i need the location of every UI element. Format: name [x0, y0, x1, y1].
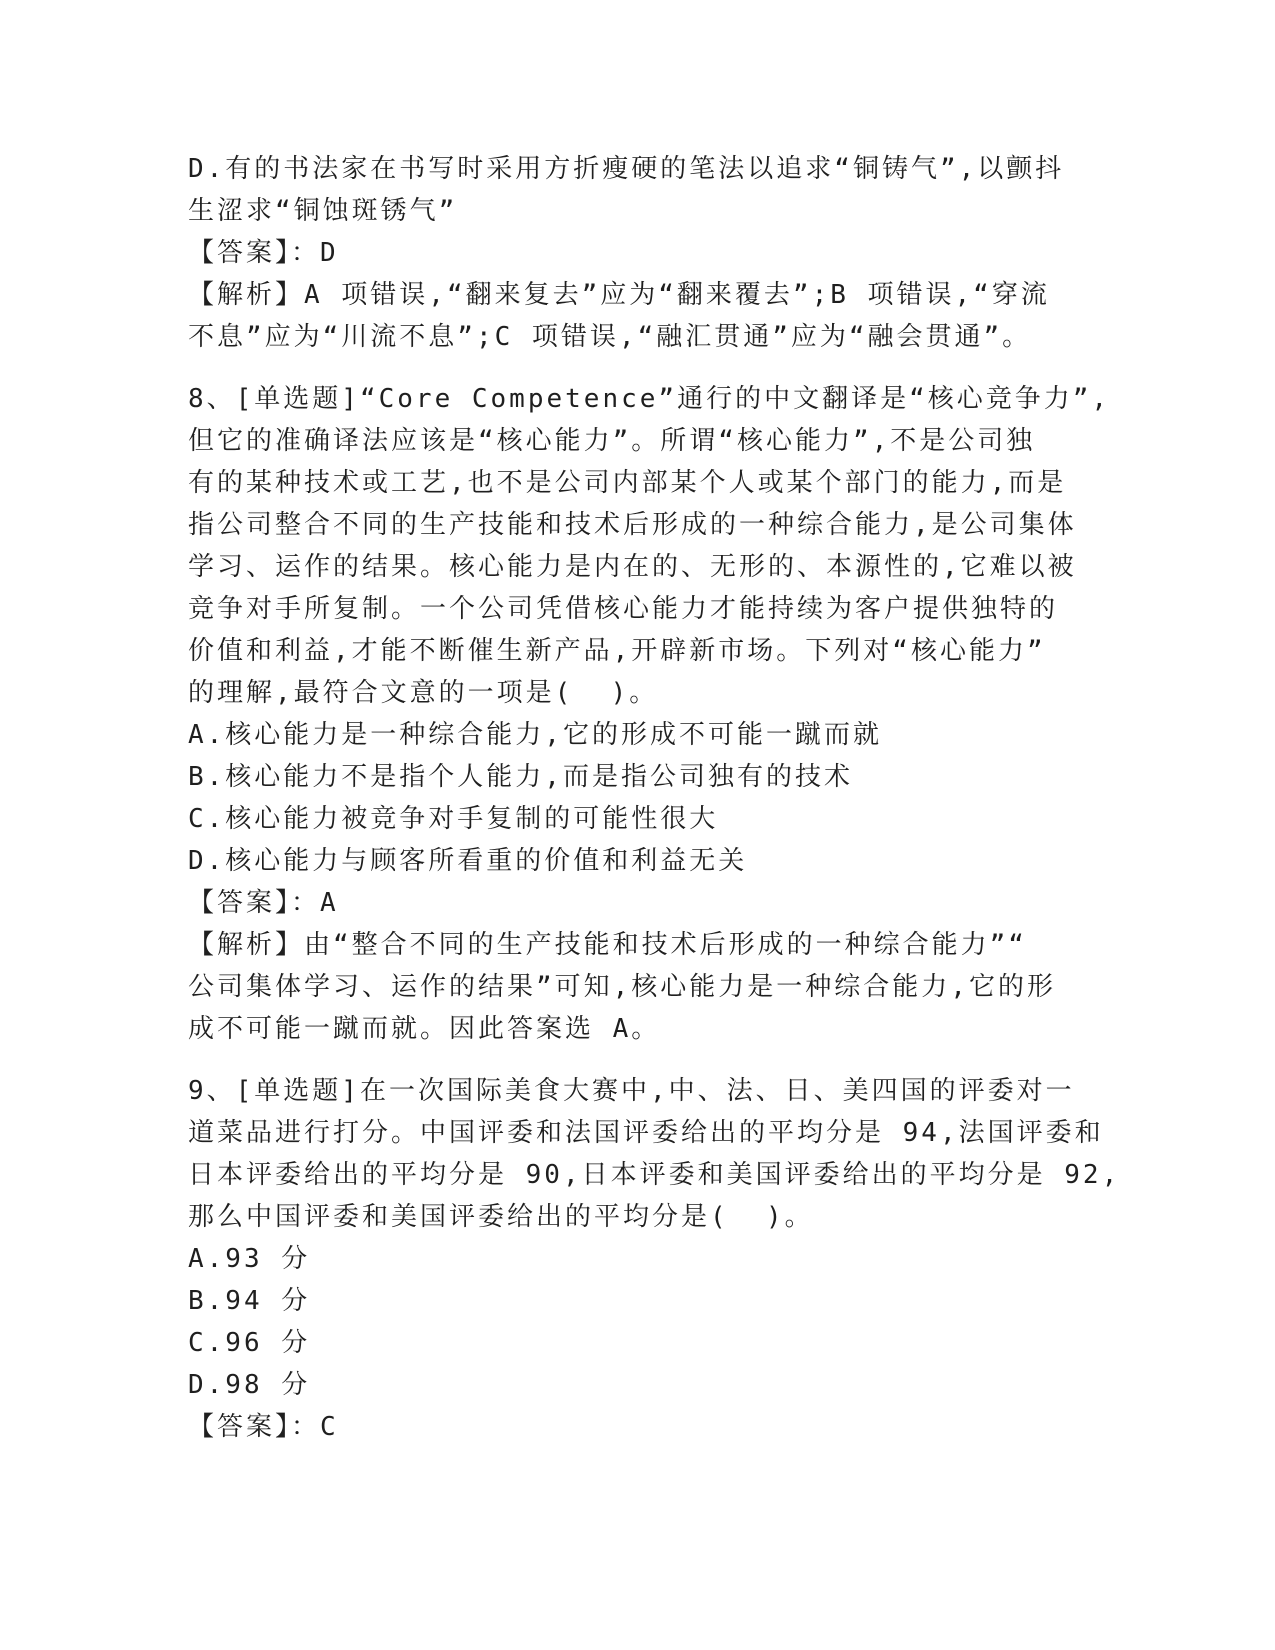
q7-explanation-line-1: 【解析】A 项错误,“翻来复去”应为“翻来覆去”;B 项错误,“穿流 [188, 280, 1050, 310]
q8-stem-line-1: 8、[单选题]“Core Competence”通行的中文翻译是“核心竞争力”, [188, 384, 1111, 414]
q9-option-d: D.98 分 [188, 1370, 311, 1400]
q8-explanation-line-3: 成不可能一蹴而就。因此答案选 A。 [188, 1014, 661, 1044]
q8-option-d: D.核心能力与顾客所看重的价值和利益无关 [188, 846, 748, 876]
q9-stem-line-2: 道菜品进行打分。中国评委和法国评委给出的平均分是 94,法国评委和 [188, 1118, 1104, 1148]
q9-option-a: A.93 分 [188, 1244, 311, 1274]
question-9 [188, 1070, 1121, 1448]
q7-explanation-line-2: 不息”应为“川流不息”;C 项错误,“融汇贯通”应为“融会贯通”。 [188, 322, 1032, 352]
q9-option-c: C.96 分 [188, 1328, 311, 1358]
q8-stem-line-4: 指公司整合不同的生产技能和技术后形成的一种综合能力,是公司集体 [188, 510, 1077, 540]
q8-stem-line-8: 的理解,最符合文意的一项是( )。 [188, 678, 659, 708]
q9-stem-line-4: 那么中国评委和美国评委给出的平均分是( )。 [188, 1202, 814, 1232]
q8-stem-line-3: 有的某种技术或工艺,也不是公司内部某个人或某个部门的能力,而是 [188, 468, 1067, 498]
q8-answer: 【答案】：A [188, 888, 339, 918]
q8-stem-line-2: 但它的准确译法应该是“核心能力”。所谓“核心能力”,不是公司独 [188, 426, 1036, 456]
question-7-tail [188, 148, 1088, 358]
q9-stem-line-1: 9、[单选题]在一次国际美食大赛中,中、法、日、美四国的评委对一 [188, 1076, 1075, 1106]
q7-option-d-line-1: D.有的书法家在书写时采用方折瘦硬的笔法以追求“铜铸气”,以颤抖 [188, 154, 1065, 184]
spacer [188, 1050, 1088, 1070]
q9-stem-line-3: 日本评委给出的平均分是 90,日本评委和美国评委给出的平均分是 92, [188, 1160, 1121, 1190]
q8-explanation-line-2: 公司集体学习、运作的结果”可知,核心能力是一种综合能力,它的形 [188, 972, 1056, 1002]
q8-option-c: C.核心能力被竞争对手复制的可能性很大 [188, 804, 719, 834]
spacer [188, 358, 1088, 378]
document-page [188, 148, 1121, 1448]
q7-option-d-line-2: 生涩求“铜蚀斑锈气” [188, 196, 458, 226]
q9-answer: 【答案】：C [188, 1412, 339, 1442]
q8-stem-line-7: 价值和利益,才能不断催生新产品,开辟新市场。下列对“核心能力” [188, 636, 1046, 666]
q8-option-b: B.核心能力不是指个人能力,而是指公司独有的技术 [188, 762, 853, 792]
q9-option-b: B.94 分 [188, 1286, 311, 1316]
q7-answer: 【答案】：D [188, 238, 339, 268]
q8-explanation-line-1: 【解析】由“整合不同的生产技能和技术后形成的一种综合能力”“ [188, 930, 1027, 960]
question-8 [188, 378, 1111, 1050]
q8-stem-line-6: 竞争对手所复制。一个公司凭借核心能力才能持续为客户提供独特的 [188, 594, 1059, 624]
q8-stem-line-5: 学习、运作的结果。核心能力是内在的、无形的、本源性的,它难以被 [188, 552, 1077, 582]
q8-option-a: A.核心能力是一种综合能力,它的形成不可能一蹴而就 [188, 720, 882, 750]
